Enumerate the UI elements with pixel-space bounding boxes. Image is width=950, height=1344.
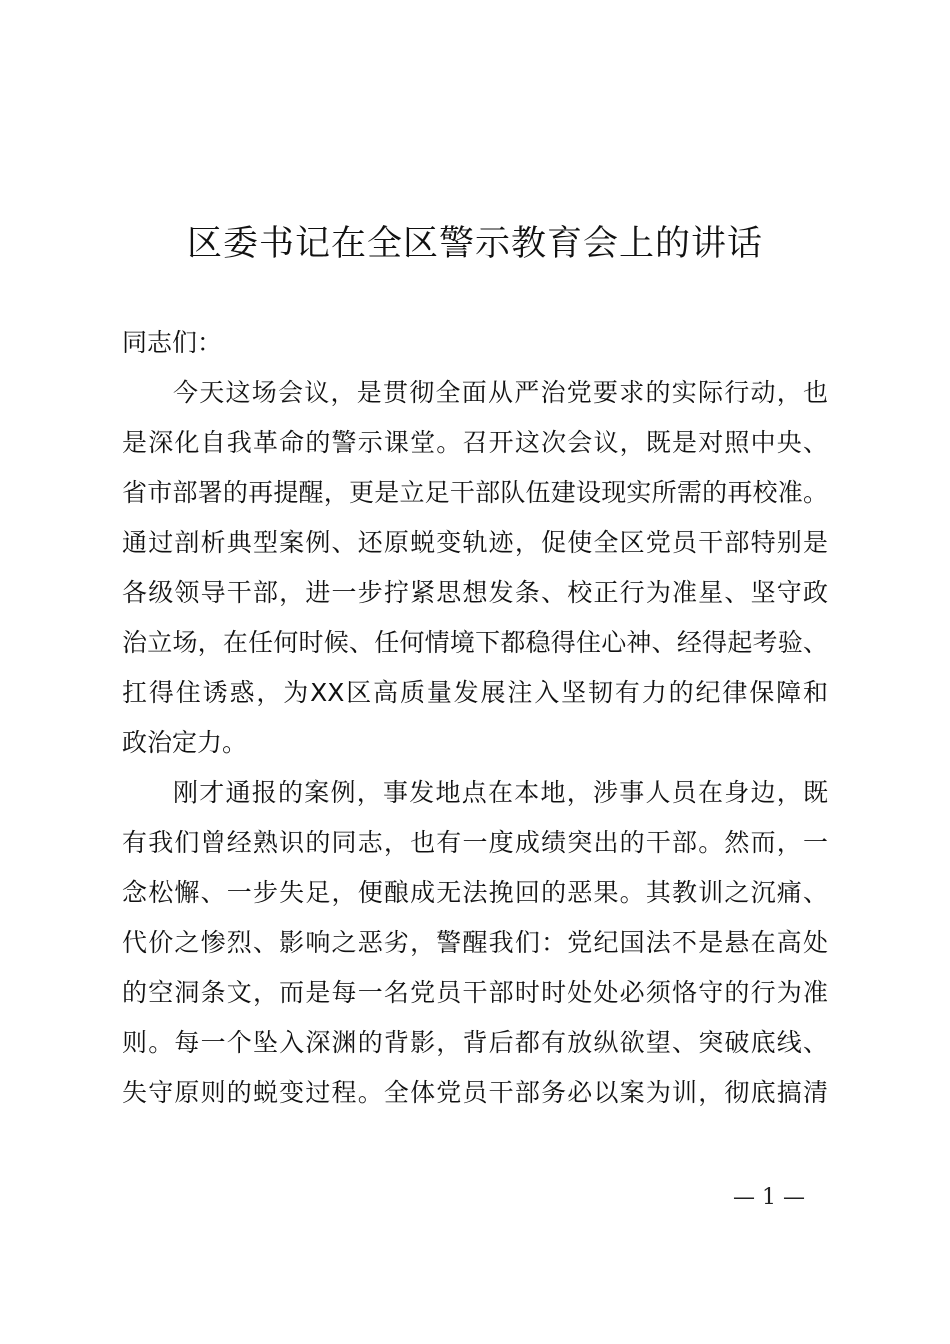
paragraph-1-line-3: 省市部署的再提醒，更是立足干部队伍建设现实所需的再校准。	[122, 478, 828, 507]
paragraph-1-line-5: 各级领导干部，进一步拧紧思想发条、校正行为准星、坚守政	[122, 578, 828, 607]
document-title: 区委书记在全区警示教育会上的讲话	[186, 224, 763, 264]
page-number: — 1 —	[733, 1185, 805, 1210]
paragraph-2-line-1: 刚才通报的案例，事发地点在本地，涉事人员在身边，既	[173, 778, 828, 807]
paragraph-2-line-7: 失守原则的蜕变过程。全体党员干部务必以案为训，彻底搞清	[122, 1078, 828, 1107]
paragraph-1-line-2: 是深化自我革命的警示课堂。召开这次会议，既是对照中央、	[122, 428, 828, 457]
paragraph-2-line-5: 的空洞条文，而是每一名党员干部时时处处必须恪守的行为准	[122, 978, 828, 1007]
document-body	[122, 318, 828, 1118]
paragraph-1-line-8: 政治定力。	[122, 728, 248, 757]
paragraph-2-line-3: 念松懈、一步失足，便酿成无法挽回的恶果。其教训之沉痛、	[122, 878, 828, 907]
paragraph-1-line-7: 扛得住诱惑，为XX区高质量发展注入坚韧有力的纪律保障和	[122, 678, 828, 707]
paragraph-2-line-6: 则。每一个坠入深渊的背影，背后都有放纵欲望、突破底线、	[122, 1028, 828, 1057]
paragraph-1-line-1: 今天这场会议，是贯彻全面从严治党要求的实际行动，也	[173, 378, 828, 407]
paragraph-1-line-6: 治立场，在任何时候、任何情境下都稳得住心神、经得起考验、	[122, 628, 828, 657]
paragraph-2-line-2: 有我们曾经熟识的同志，也有一度成绩突出的干部。然而，一	[122, 828, 828, 857]
paragraph-2-line-4: 代价之惨烈、影响之恶劣，警醒我们：党纪国法不是悬在高处	[122, 928, 828, 957]
salutation: 同志们：	[122, 328, 223, 357]
paragraph-1-line-4: 通过剖析典型案例、还原蜕变轨迹，促使全区党员干部特别是	[122, 528, 828, 557]
